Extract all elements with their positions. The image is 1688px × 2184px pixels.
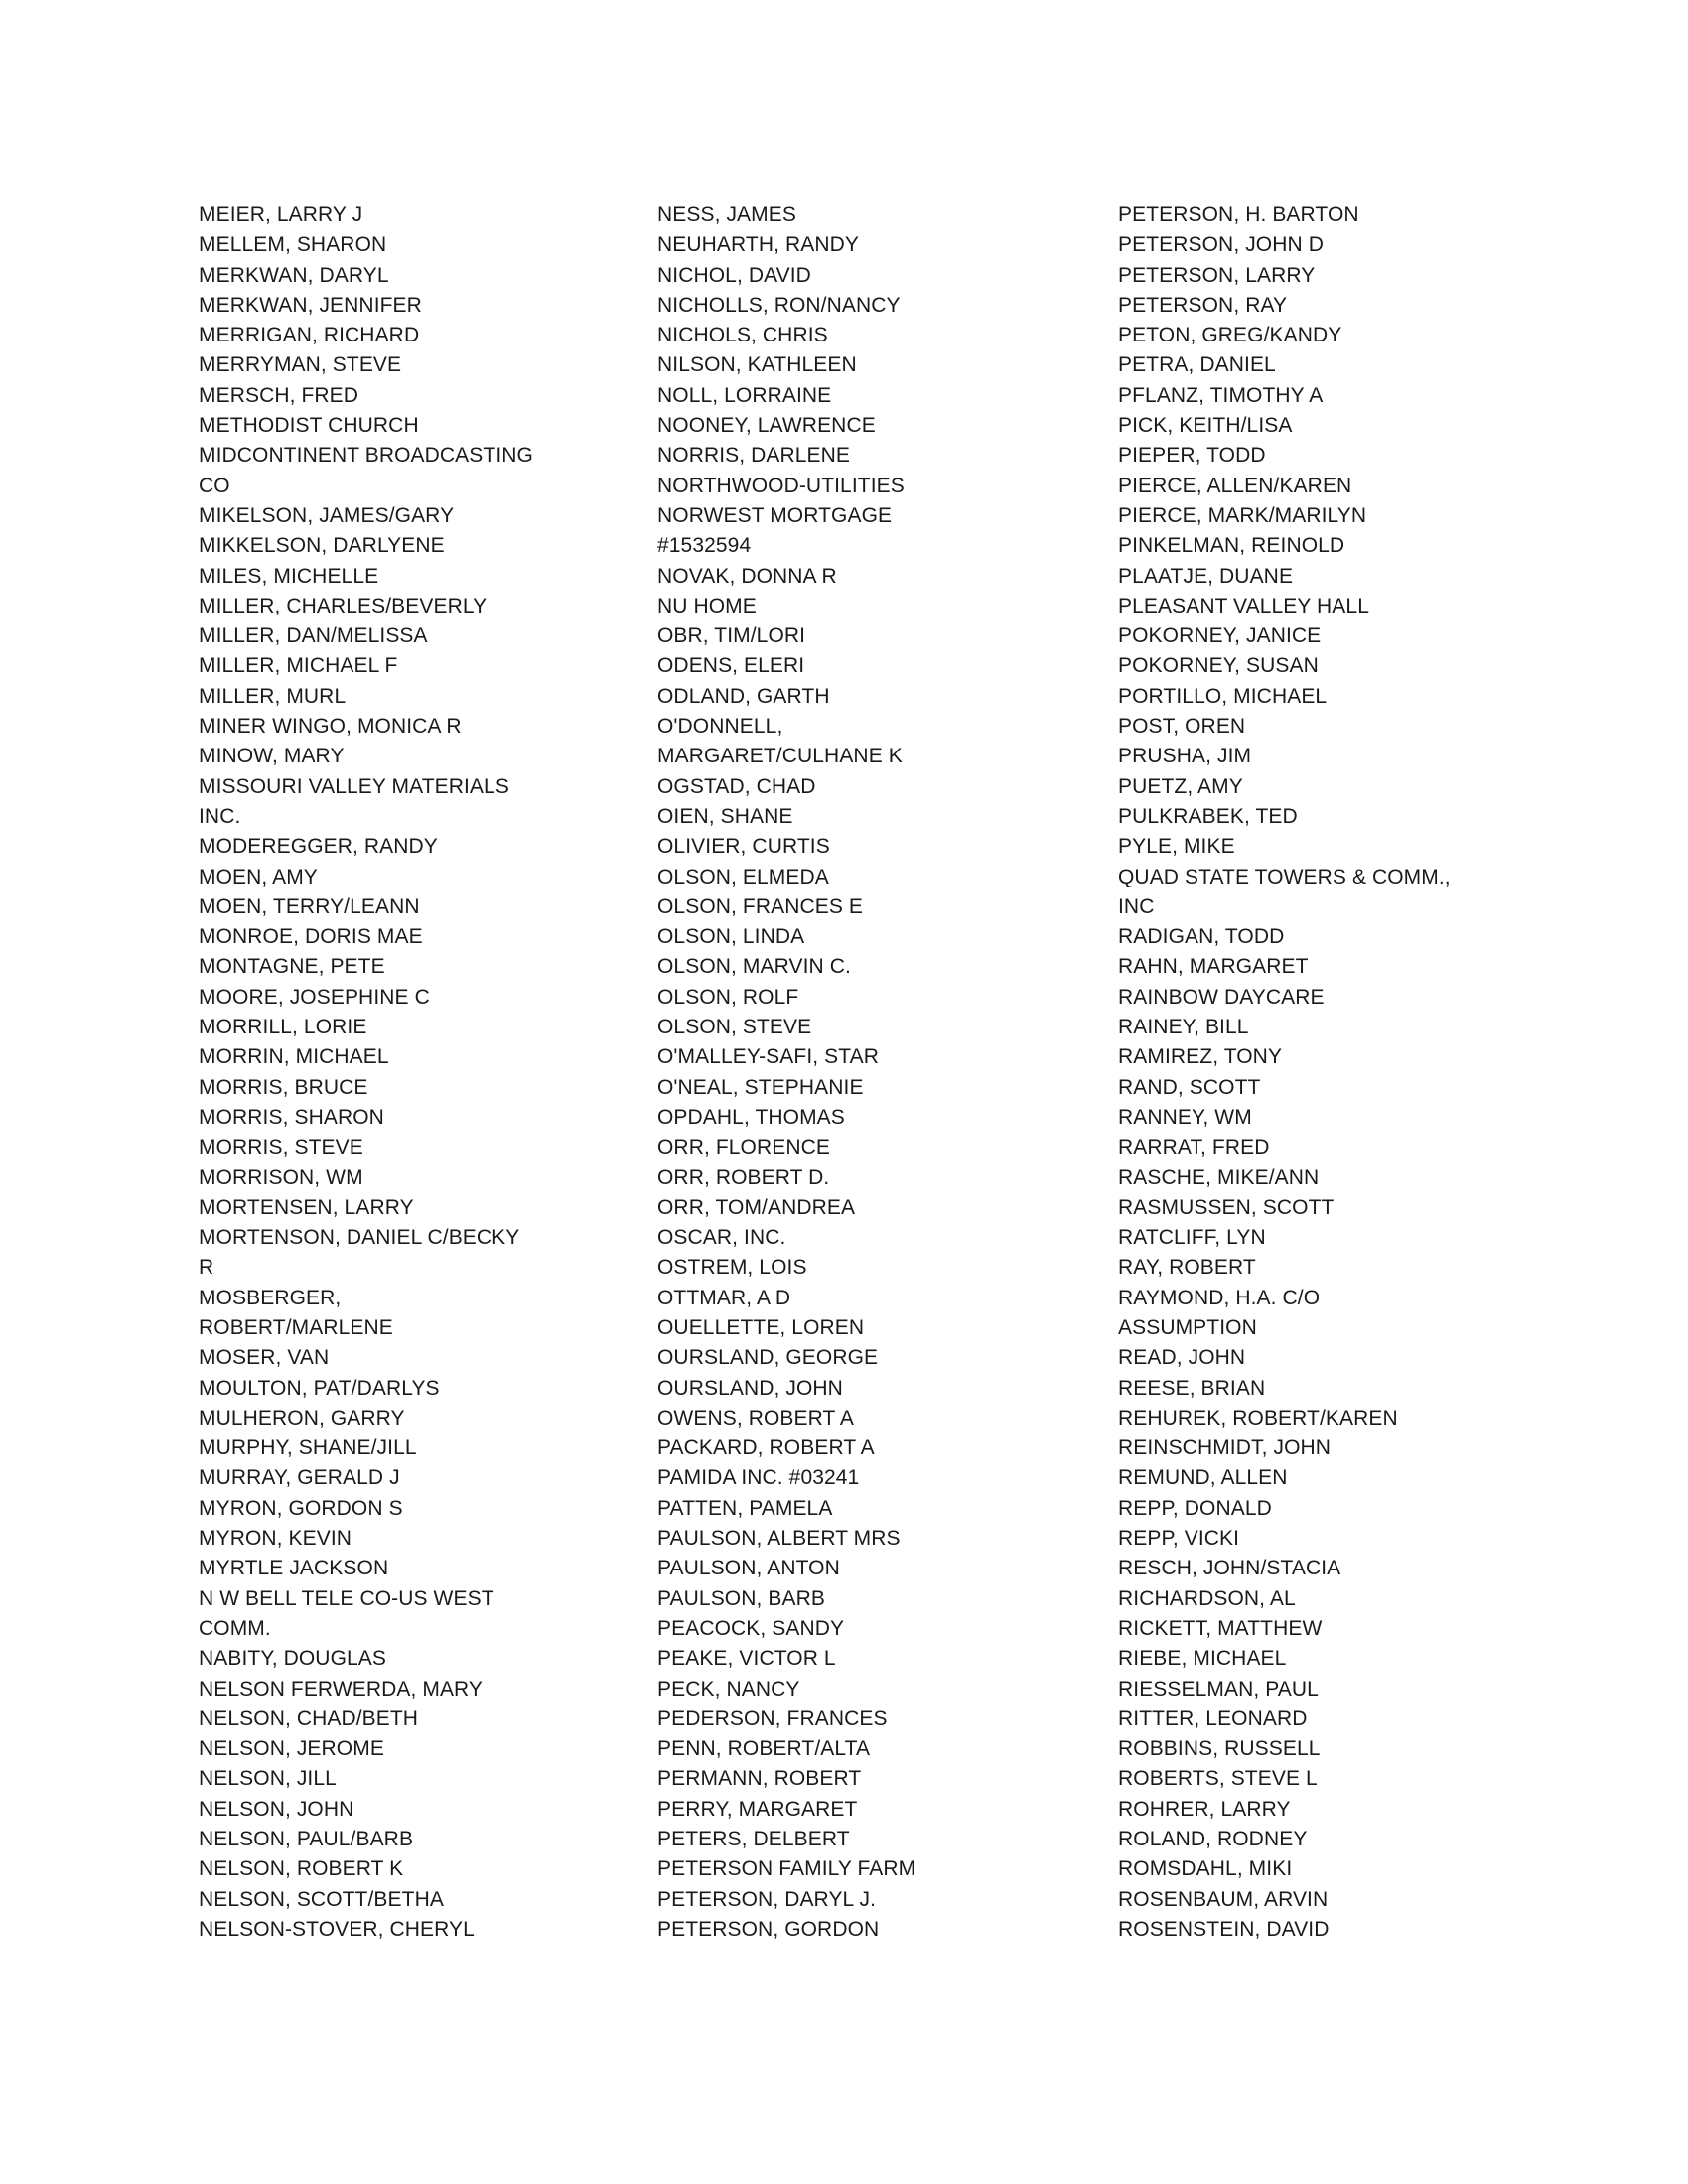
list-item: RAINEY, BILL bbox=[1118, 1016, 1249, 1039]
list-item: PETERSON, DARYL J. bbox=[657, 1887, 877, 1911]
list-item: MORRIS, SHARON bbox=[199, 1105, 384, 1129]
list-item: OLSON, ELMEDA bbox=[657, 865, 829, 888]
list-item: RIESSELMAN, PAUL bbox=[1118, 1677, 1319, 1701]
list-item: REINSCHMIDT, JOHN bbox=[1118, 1436, 1332, 1460]
list-item: RIEBE, MICHAEL bbox=[1118, 1647, 1287, 1671]
list-item: CO bbox=[199, 474, 230, 497]
list-item: RAHN, MARGARET bbox=[1118, 955, 1309, 979]
list-item: PETON, GREG/KANDY bbox=[1118, 324, 1342, 347]
list-item: NELSON, JEROME bbox=[199, 1737, 384, 1761]
list-item: ROBERT/MARLENE bbox=[199, 1315, 393, 1339]
list-item: MONTAGNE, PETE bbox=[199, 955, 385, 979]
list-item: MERSCH, FRED bbox=[199, 383, 359, 407]
list-item: OURSLAND, GEORGE bbox=[657, 1346, 879, 1370]
list-item: MOEN, AMY bbox=[199, 865, 318, 888]
list-item: OLSON, FRANCES E bbox=[657, 894, 863, 918]
list-item: RANNEY, WM bbox=[1118, 1105, 1252, 1129]
list-item: ROSENBAUM, ARVIN bbox=[1118, 1887, 1329, 1911]
list-item: PEDERSON, FRANCES bbox=[657, 1706, 888, 1730]
list-item: MINOW, MARY bbox=[199, 745, 345, 768]
list-item: OBR, TIM/LORI bbox=[657, 624, 806, 648]
list-item: MORRILL, LORIE bbox=[199, 1016, 367, 1039]
list-item: ODLAND, GARTH bbox=[657, 684, 830, 708]
list-item: OSCAR, INC. bbox=[657, 1226, 786, 1250]
list-item: OLSON, LINDA bbox=[657, 925, 805, 949]
list-item: MORTENSEN, LARRY bbox=[199, 1195, 414, 1219]
list-item: PACKARD, ROBERT A bbox=[657, 1436, 875, 1460]
list-item: R bbox=[199, 1256, 214, 1280]
list-item: RICKETT, MATTHEW bbox=[1118, 1616, 1323, 1640]
list-item: NU HOME bbox=[657, 594, 757, 617]
list-item: NELSON, PAUL/BARB bbox=[199, 1828, 414, 1851]
list-item: PENN, ROBERT/ALTA bbox=[657, 1737, 871, 1761]
list-item: REMUND, ALLEN bbox=[1118, 1466, 1288, 1490]
list-item: REPP, VICKI bbox=[1118, 1527, 1240, 1551]
list-item: NELSON, JOHN bbox=[199, 1797, 354, 1821]
list-item: NICHOL, DAVID bbox=[657, 263, 811, 287]
list-item: MILES, MICHELLE bbox=[199, 564, 379, 588]
list-item: NICHOLLS, RON/NANCY bbox=[657, 293, 901, 317]
list-item: MORRISON, WM bbox=[199, 1165, 363, 1189]
list-item: PETERSON, RAY bbox=[1118, 293, 1288, 317]
list-item: MILLER, MURL bbox=[199, 684, 347, 708]
list-item: REHUREK, ROBERT/KAREN bbox=[1118, 1406, 1398, 1430]
list-item: ROMSDAHL, MIKI bbox=[1118, 1857, 1293, 1881]
list-item: PAMIDA INC. #03241 bbox=[657, 1466, 860, 1490]
list-item: PICK, KEITH/LISA bbox=[1118, 414, 1293, 438]
list-item: RESCH, JOHN/STACIA bbox=[1118, 1557, 1341, 1580]
list-item: MISSOURI VALLEY MATERIALS bbox=[199, 774, 509, 798]
list-item: MERRIGAN, RICHARD bbox=[199, 324, 420, 347]
list-item: PERRY, MARGARET bbox=[657, 1797, 858, 1821]
name-column-3 bbox=[1118, 201, 1565, 1945]
list-item: RAYMOND, H.A. C/O bbox=[1118, 1286, 1321, 1309]
list-item: MOSBERGER, bbox=[199, 1286, 342, 1309]
list-item: MILLER, CHARLES/BEVERLY bbox=[199, 594, 488, 617]
list-item: PLAATJE, DUANE bbox=[1118, 564, 1294, 588]
list-item: MOSER, VAN bbox=[199, 1346, 330, 1370]
list-item: RICHARDSON, AL bbox=[1118, 1586, 1296, 1610]
list-item: MORTENSON, DANIEL C/BECKY bbox=[199, 1226, 520, 1250]
list-item: REESE, BRIAN bbox=[1118, 1376, 1266, 1400]
list-item: PIERCE, MARK/MARILYN bbox=[1118, 503, 1367, 527]
list-item: QUAD STATE TOWERS & COMM., bbox=[1118, 865, 1451, 888]
list-item: MORRIS, BRUCE bbox=[199, 1075, 368, 1099]
list-item: RARRAT, FRED bbox=[1118, 1136, 1270, 1160]
list-item: NELSON, SCOTT/BETHA bbox=[199, 1887, 444, 1911]
list-item: PEACOCK, SANDY bbox=[657, 1616, 845, 1640]
list-item: PIEPER, TODD bbox=[1118, 444, 1266, 468]
list-item: NOVAK, DONNA R bbox=[657, 564, 837, 588]
list-item: NOONEY, LAWRENCE bbox=[657, 414, 876, 438]
list-item: ROLAND, RODNEY bbox=[1118, 1828, 1308, 1851]
list-item: O'MALLEY-SAFI, STAR bbox=[657, 1045, 879, 1069]
list-item: OURSLAND, JOHN bbox=[657, 1376, 843, 1400]
list-item: PORTILLO, MICHAEL bbox=[1118, 684, 1328, 708]
list-item: NELSON, JILL bbox=[199, 1767, 337, 1791]
list-item: PECK, NANCY bbox=[657, 1677, 800, 1701]
list-item: NELSON, ROBERT K bbox=[199, 1857, 404, 1881]
list-item: PETRA, DANIEL bbox=[1118, 353, 1276, 377]
list-item: MINER WINGO, MONICA R bbox=[199, 715, 462, 739]
list-item: MYRON, KEVIN bbox=[199, 1527, 352, 1551]
list-item: NELSON, CHAD/BETH bbox=[199, 1706, 419, 1730]
list-item: POST, OREN bbox=[1118, 715, 1246, 739]
list-item: OIEN, SHANE bbox=[657, 804, 793, 828]
list-item: PRUSHA, JIM bbox=[1118, 745, 1252, 768]
list-item: OPDAHL, THOMAS bbox=[657, 1105, 845, 1129]
list-item: OLSON, STEVE bbox=[657, 1016, 812, 1039]
list-item: OGSTAD, CHAD bbox=[657, 774, 816, 798]
list-item: NORWEST MORTGAGE bbox=[657, 503, 893, 527]
list-item: NESS, JAMES bbox=[657, 204, 796, 226]
list-item: MEIER, LARRY J bbox=[199, 204, 363, 226]
list-item: NOLL, LORRAINE bbox=[657, 383, 832, 407]
list-item: NORRIS, DARLENE bbox=[657, 444, 851, 468]
list-item: NICHOLS, CHRIS bbox=[657, 324, 828, 347]
list-item: OTTMAR, A D bbox=[657, 1286, 791, 1309]
list-item: MILLER, DAN/MELISSA bbox=[199, 624, 428, 648]
list-item: RAND, SCOTT bbox=[1118, 1075, 1261, 1099]
list-item: ORR, ROBERT D. bbox=[657, 1165, 830, 1189]
list-item: PAULSON, BARB bbox=[657, 1586, 825, 1610]
list-item: COMM. bbox=[199, 1616, 271, 1640]
list-item: NORTHWOOD-UTILITIES bbox=[657, 474, 905, 497]
list-item: MOULTON, PAT/DARLYS bbox=[199, 1376, 440, 1400]
list-item: RAINBOW DAYCARE bbox=[1118, 985, 1325, 1009]
list-item: O'DONNELL, bbox=[657, 715, 783, 739]
list-item: MERKWAN, DARYL bbox=[199, 263, 389, 287]
list-item: ROBBINS, RUSSELL bbox=[1118, 1737, 1321, 1761]
list-item: RASMUSSEN, SCOTT bbox=[1118, 1195, 1335, 1219]
list-item: MOORE, JOSEPHINE C bbox=[199, 985, 430, 1009]
list-item: MIKKELSON, DARLYENE bbox=[199, 534, 445, 558]
list-item: RITTER, LEONARD bbox=[1118, 1706, 1308, 1730]
list-item: RAMIREZ, TONY bbox=[1118, 1045, 1283, 1069]
list-item: ORR, TOM/ANDREA bbox=[657, 1195, 856, 1219]
list-item: PAULSON, ALBERT MRS bbox=[657, 1527, 901, 1551]
list-item: PEAKE, VICTOR L bbox=[657, 1647, 836, 1671]
list-item: RADIGAN, TODD bbox=[1118, 925, 1285, 949]
list-item: NILSON, KATHLEEN bbox=[657, 353, 857, 377]
list-item: PETERSON, JOHN D bbox=[1118, 233, 1324, 257]
list-item: MURRAY, GERALD J bbox=[199, 1466, 400, 1490]
list-item: PETERSON, LARRY bbox=[1118, 263, 1316, 287]
name-column-1 bbox=[199, 201, 635, 1945]
list-item: MORRIN, MICHAEL bbox=[199, 1045, 389, 1069]
list-item: OLSON, MARVIN C. bbox=[657, 955, 851, 979]
list-item: NEUHARTH, RANDY bbox=[657, 233, 859, 257]
list-item: ROHRER, LARRY bbox=[1118, 1797, 1291, 1821]
list-item: MORRIS, STEVE bbox=[199, 1136, 363, 1160]
list-item: O'NEAL, STEPHANIE bbox=[657, 1075, 864, 1099]
list-item: PETERS, DELBERT bbox=[657, 1828, 850, 1851]
list-item: ROBERTS, STEVE L bbox=[1118, 1767, 1318, 1791]
list-item: NABITY, DOUGLAS bbox=[199, 1647, 387, 1671]
list-item: PIERCE, ALLEN/KAREN bbox=[1118, 474, 1352, 497]
list-item: MILLER, MICHAEL F bbox=[199, 654, 398, 678]
list-item: NELSON FERWERDA, MARY bbox=[199, 1677, 484, 1701]
list-item: PUETZ, AMY bbox=[1118, 774, 1243, 798]
list-item: ASSUMPTION bbox=[1118, 1315, 1257, 1339]
list-item: NELSON-STOVER, CHERYL bbox=[199, 1917, 475, 1941]
list-item: PULKRABEK, TED bbox=[1118, 804, 1298, 828]
list-item: N W BELL TELE CO-US WEST bbox=[199, 1586, 494, 1610]
list-item: PETERSON FAMILY FARM bbox=[657, 1857, 916, 1881]
list-item: MURPHY, SHANE/JILL bbox=[199, 1436, 417, 1460]
list-item: MERRYMAN, STEVE bbox=[199, 353, 402, 377]
list-item: MYRTLE JACKSON bbox=[199, 1557, 389, 1580]
list-item: POKORNEY, JANICE bbox=[1118, 624, 1322, 648]
list-item: MULHERON, GARRY bbox=[199, 1406, 405, 1430]
list-item: RAY, ROBERT bbox=[1118, 1256, 1256, 1280]
name-column-2 bbox=[657, 201, 1094, 1945]
list-item: OLIVIER, CURTIS bbox=[657, 835, 830, 859]
list-item: MARGARET/CULHANE K bbox=[657, 745, 903, 768]
list-item: RASCHE, MIKE/ANN bbox=[1118, 1165, 1320, 1189]
list-item: MIDCONTINENT BROADCASTING bbox=[199, 444, 533, 468]
list-item: OLSON, ROLF bbox=[657, 985, 799, 1009]
list-item: PETERSON, H. BARTON bbox=[1118, 204, 1359, 226]
list-item: REPP, DONALD bbox=[1118, 1496, 1272, 1520]
list-item: ODENS, ELERI bbox=[657, 654, 805, 678]
list-item: MERKWAN, JENNIFER bbox=[199, 293, 422, 317]
list-item: #1532594 bbox=[657, 534, 752, 558]
list-item: OSTREM, LOIS bbox=[657, 1256, 807, 1280]
list-item: MIKELSON, JAMES/GARY bbox=[199, 503, 455, 527]
list-item: MOEN, TERRY/LEANN bbox=[199, 894, 420, 918]
list-item: PAULSON, ANTON bbox=[657, 1557, 840, 1580]
list-item: MONROE, DORIS MAE bbox=[199, 925, 423, 949]
list-item: RATCLIFF, LYN bbox=[1118, 1226, 1266, 1250]
list-item: ORR, FLORENCE bbox=[657, 1136, 830, 1160]
list-item: MELLEM, SHARON bbox=[199, 233, 387, 257]
list-item: READ, JOHN bbox=[1118, 1346, 1246, 1370]
list-item: INC. bbox=[199, 804, 241, 828]
list-item: ROSENSTEIN, DAVID bbox=[1118, 1917, 1330, 1941]
list-item: PYLE, MIKE bbox=[1118, 835, 1235, 859]
list-item: PINKELMAN, REINOLD bbox=[1118, 534, 1345, 558]
list-item: MYRON, GORDON S bbox=[199, 1496, 403, 1520]
list-item: POKORNEY, SUSAN bbox=[1118, 654, 1319, 678]
list-item: PERMANN, ROBERT bbox=[657, 1767, 862, 1791]
list-item: OUELLETTE, LOREN bbox=[657, 1315, 865, 1339]
list-item: METHODIST CHURCH bbox=[199, 414, 419, 438]
list-item: PLEASANT VALLEY HALL bbox=[1118, 594, 1369, 617]
list-item: MODEREGGER, RANDY bbox=[199, 835, 438, 859]
list-item: PATTEN, PAMELA bbox=[657, 1496, 833, 1520]
list-item: OWENS, ROBERT A bbox=[657, 1406, 854, 1430]
list-item: PFLANZ, TIMOTHY A bbox=[1118, 383, 1324, 407]
list-item: INC bbox=[1118, 894, 1155, 918]
list-item: PETERSON, GORDON bbox=[657, 1917, 880, 1941]
